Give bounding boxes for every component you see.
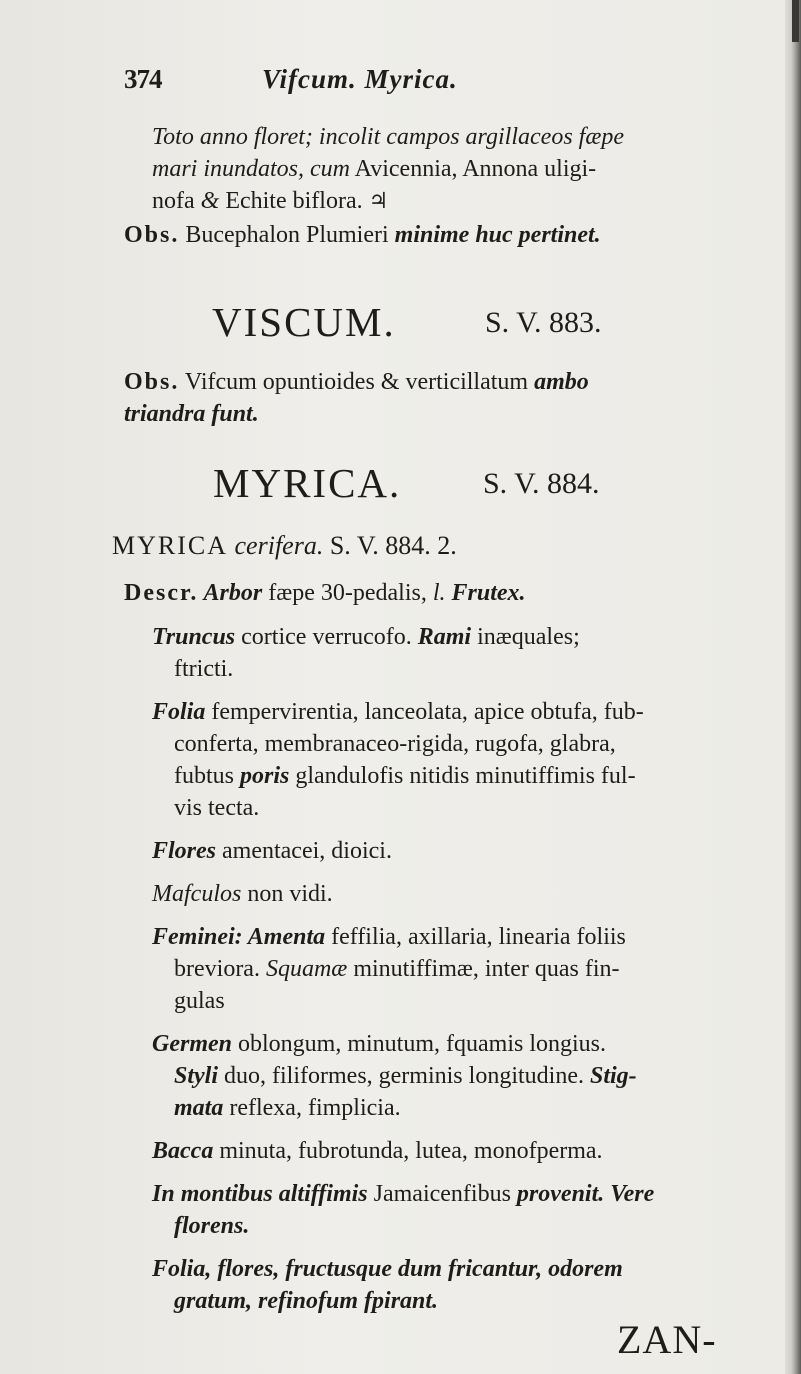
- feminei-text-2a: breviora.: [174, 956, 266, 982]
- bacca-text: minuta, fubrotunda, lutea, monofperma.: [213, 1138, 603, 1164]
- page-header: [124, 64, 684, 100]
- obs-italic: minime huc pertinet.: [394, 222, 601, 248]
- viscum-obs-text: Vifcum opuntioides & verticillatum: [179, 369, 535, 395]
- viscum-reference: S. V. 883.: [485, 306, 602, 339]
- germen-line-2: [174, 1061, 637, 1092]
- stigmata-italic-b: mata: [174, 1095, 224, 1121]
- folia-line-4: vis tecta.: [174, 795, 260, 821]
- page-edge-shadow: [792, 0, 799, 42]
- flores-line: [152, 836, 392, 867]
- feminei-text-2b: minutiffimæ, inter quas fin-: [347, 956, 620, 982]
- prev-obs-line: [124, 220, 601, 251]
- prev-entry-line-2: [152, 154, 596, 185]
- final-line-2: [174, 1286, 438, 1317]
- amenta-italic: Amenta: [242, 924, 326, 950]
- feminei-line-1: [152, 922, 626, 953]
- descr-text: fæpe 30-pedalis,: [262, 580, 433, 606]
- folia-text-1: fempervirentia, lanceolata, apice obtufa, fub-: [205, 699, 644, 725]
- masculos-italic: Mafculos: [152, 881, 242, 907]
- final-line-1: [152, 1254, 623, 1285]
- final-italic-1: Folia, flores, fructusque dum fricantur, odorem: [152, 1256, 623, 1282]
- germen-text-3: reflexa, fimplicia.: [223, 1095, 401, 1121]
- bacca-line: [152, 1136, 603, 1167]
- running-head: Vifcum. Myrica.: [262, 64, 458, 94]
- habitat-text: Jamaicenfibus: [367, 1181, 517, 1207]
- prev-habitat-italic: Toto anno floret; incolit campos argillaceos fæpe: [152, 124, 624, 150]
- descr-line: [124, 578, 526, 609]
- feminei-text-1: feffilia, axillaria, linearia foliis: [325, 924, 626, 950]
- germen-italic: Germen: [152, 1031, 232, 1057]
- myrica-reference: S. V. 884.: [483, 467, 600, 500]
- perennial-symbol-icon: ♃: [368, 189, 389, 214]
- habitat-italic-3: florens.: [174, 1213, 250, 1239]
- folia-line-1: [152, 697, 644, 728]
- catchword: ZAN-: [617, 1317, 717, 1362]
- stigmata-italic-a: Stig-: [589, 1063, 637, 1089]
- bacca-italic: Bacca: [152, 1138, 214, 1164]
- prev-habitat-text-2: Avicennia, Annona uligi-: [350, 156, 597, 182]
- ampersand: &: [200, 188, 220, 214]
- descr-label: Descr.: [124, 580, 199, 606]
- final-italic-2: gratum, refinofum fpirant.: [174, 1288, 439, 1314]
- stricti-line: ftricti.: [174, 656, 234, 682]
- obs-label: Obs.: [124, 222, 180, 248]
- folia-text-3a: fubtus: [174, 763, 240, 789]
- folia-text-3b: glandulofis nitidis minutiffimis ful-: [289, 763, 636, 789]
- germen-line-3: [174, 1093, 401, 1124]
- folia-poris: poris: [240, 763, 290, 789]
- truncus-italic: Truncus: [152, 624, 236, 650]
- species-epithet: cerifera.: [228, 531, 324, 560]
- germen-text-1: oblongum, minutum, fquamis longius.: [232, 1031, 607, 1057]
- habitat-line-2: [174, 1211, 249, 1242]
- rami-text: inæquales;: [471, 624, 580, 650]
- genus-heading-myrica: MYRICA.: [213, 460, 402, 506]
- rami-italic: Rami: [417, 624, 472, 650]
- viscum-obs-line-2: [124, 399, 259, 430]
- viscum-obs-line-1: [124, 367, 589, 398]
- squamae-italic: Squamæ: [265, 956, 348, 982]
- viscum-obs-label: Obs.: [124, 369, 180, 395]
- folia-italic: Folia: [152, 699, 206, 725]
- feminei-line-2: [174, 954, 620, 985]
- habitat-italic-2: provenit. Vere: [516, 1181, 655, 1207]
- viscum-obs-italic: ambo: [534, 369, 589, 395]
- descr-arbor: Arbor: [198, 580, 263, 606]
- styli-italic: Styli: [174, 1063, 219, 1089]
- feminei-line-3: gulas: [174, 988, 225, 1014]
- flores-italic: Flores: [152, 838, 217, 864]
- germen-text-2: duo, filiformes, germinis longitudine.: [218, 1063, 590, 1089]
- feminei-italic: Feminei:: [152, 924, 243, 950]
- species-reference: S. V. 884. 2.: [323, 531, 457, 560]
- habitat-italic-1: In montibus altiffimis: [152, 1181, 368, 1207]
- germen-line-1: [152, 1029, 606, 1060]
- obs-text: Bucephalon Plumieri: [179, 222, 395, 248]
- flores-text: amentacei, dioici.: [216, 838, 392, 864]
- masculos-line: [152, 879, 333, 910]
- prev-habitat-text-3b: Echite biflora.: [219, 188, 369, 214]
- prev-habitat-italic-2: mari inundatos, cum: [152, 156, 350, 182]
- species-genus: MYRICA: [112, 531, 229, 560]
- descr-frutex: Frutex.: [445, 580, 526, 606]
- prev-entry-line-3: [152, 186, 388, 217]
- folia-line-3: [174, 761, 636, 792]
- folia-line-2: conferta, membranaceo-rigida, rugofa, glabra,: [174, 731, 616, 757]
- truncus-text: cortice verrucofo.: [235, 624, 418, 650]
- page-number: 374: [124, 64, 162, 94]
- page-edge: [785, 0, 801, 1374]
- masculos-text: non vidi.: [241, 881, 333, 907]
- genus-heading-viscum: VISCUM.: [212, 299, 396, 345]
- prev-entry-line-1: [152, 122, 624, 153]
- truncus-line: [152, 622, 580, 653]
- species-heading: [112, 530, 457, 561]
- prev-habitat-text-3a: nofa: [152, 188, 201, 214]
- habitat-line-1: [152, 1179, 654, 1210]
- descr-l: l.: [432, 580, 446, 606]
- viscum-obs-italic-2: triandra funt.: [124, 401, 259, 427]
